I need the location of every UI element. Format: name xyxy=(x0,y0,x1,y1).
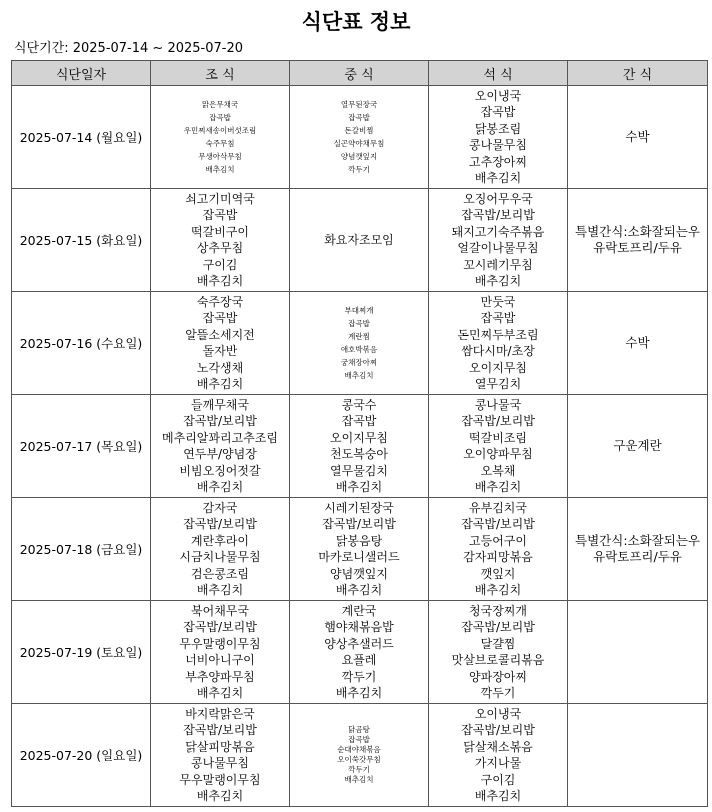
menu-item: 잡곡밥/보리밥 xyxy=(461,723,535,737)
menu-item: 숙주장국 xyxy=(196,294,244,309)
menu-table xyxy=(11,60,708,807)
menu-item: 오이지무침 xyxy=(469,360,527,375)
breakfast-items xyxy=(153,603,287,702)
menu-item: 유부김치국 xyxy=(469,500,527,515)
menu-item: 잡곡밥/보리밥 xyxy=(461,414,535,428)
menu-item: 양파장아찌 xyxy=(469,669,527,684)
menu-item: 너비아니구이 xyxy=(185,653,255,667)
dinner-cell xyxy=(429,189,568,292)
meal-date: 2025-07-15 (화요일) xyxy=(12,189,151,292)
snack-cell: 구운계란 xyxy=(568,395,708,498)
menu-item: 노각생채 xyxy=(196,360,244,375)
menu-item: 오이냉국 xyxy=(474,88,522,103)
header-lunch: 중 식 xyxy=(290,61,429,86)
menu-item: 꼬시레기무침 xyxy=(463,257,533,272)
breakfast-cell xyxy=(151,189,290,292)
dinner-cell xyxy=(429,292,568,395)
menu-item: 계란후라이 xyxy=(191,533,249,548)
menu-item: 돈갈비찜 xyxy=(344,126,374,135)
menu-item: 부추양파무침 xyxy=(185,669,255,684)
menu-item: 배추김치 xyxy=(344,775,374,784)
menu-item: 잡곡밥 xyxy=(348,113,370,122)
lunch-items xyxy=(292,397,426,496)
menu-item: 콩나물국 xyxy=(474,397,522,412)
dinner-items xyxy=(431,500,565,599)
breakfast-items xyxy=(153,706,287,805)
breakfast-cell xyxy=(151,292,290,395)
header-row xyxy=(12,61,708,86)
menu-item: 배추김치 xyxy=(196,789,244,803)
menu-item: 오복채 xyxy=(480,463,516,478)
menu-item: 잡곡밥 xyxy=(480,311,516,325)
menu-item: 청국장찌개 xyxy=(469,603,527,618)
breakfast-cell xyxy=(151,704,290,807)
dinner-items xyxy=(431,294,565,393)
lunch-cell xyxy=(290,189,429,292)
snack-cell: 특별간식:소화잘되는우유락토프리/두유 xyxy=(568,189,708,292)
table-row xyxy=(12,292,708,395)
menu-item: 감자국 xyxy=(202,500,238,515)
menu-item: 연두부/양념장 xyxy=(183,447,257,461)
table-row xyxy=(12,189,708,292)
dinner-items xyxy=(431,706,565,805)
lunch-cell xyxy=(290,498,429,601)
menu-item: 배추김치 xyxy=(196,274,244,288)
menu-item: 무생아삭무침 xyxy=(198,152,242,161)
menu-item: 검은콩조림 xyxy=(191,566,249,581)
menu-item: 잡곡밥 xyxy=(202,208,238,222)
menu-item: 배추김치 xyxy=(205,165,235,174)
menu-item: 잡곡밥 xyxy=(348,319,370,328)
menu-item: 고등어구이 xyxy=(469,533,527,548)
menu-item: 콩나물무침 xyxy=(191,756,249,770)
menu-item: 잡곡밥/보리밥 xyxy=(183,723,257,737)
menu-item: 배추김치 xyxy=(196,583,244,597)
breakfast-items xyxy=(153,294,287,393)
menu-item: 실곤약야채무침 xyxy=(333,139,385,148)
menu-item: 배추김치 xyxy=(474,583,522,597)
menu-item: 순대야채볶음 xyxy=(337,745,381,754)
snack-cell xyxy=(568,601,708,704)
menu-item: 무우말랭이무침 xyxy=(179,772,261,787)
dinner-cell xyxy=(429,498,568,601)
menu-item: 잡곡밥 xyxy=(348,735,370,744)
breakfast-items xyxy=(153,500,287,599)
snack-cell: 수박 xyxy=(568,292,708,395)
menu-item: 잡곡밥 xyxy=(202,311,238,325)
menu-item: 잡곡밥/보리밥 xyxy=(183,414,257,428)
breakfast-cell xyxy=(151,601,290,704)
dinner-items xyxy=(431,191,565,290)
menu-item: 감자피망볶음 xyxy=(463,550,533,564)
menu-item: 돌자반 xyxy=(202,344,238,358)
menu-item: 애호박볶음 xyxy=(340,345,378,354)
lunch-items xyxy=(292,304,426,382)
menu-item: 배추김치 xyxy=(344,371,374,380)
menu-item: 잡곡밥/보리밥 xyxy=(461,620,535,634)
menu-item: 잡곡밥/보리밥 xyxy=(461,517,535,531)
menu-item: 닭곰탕 xyxy=(348,725,370,734)
breakfast-items xyxy=(153,191,287,290)
table-row xyxy=(12,704,708,807)
menu-item: 배추김치 xyxy=(196,480,244,494)
menu-item: 잡곡밥/보리밥 xyxy=(461,208,535,222)
menu-item: 북어채무국 xyxy=(191,603,249,618)
menu-item: 들깨무채국 xyxy=(191,397,249,412)
breakfast-items xyxy=(153,98,287,176)
meal-date: 2025-07-19 (토요일) xyxy=(12,601,151,704)
header-breakfast: 조 식 xyxy=(151,61,290,86)
table-row xyxy=(12,395,708,498)
menu-item: 닭살피망볶음 xyxy=(185,739,255,754)
menu-item: 열무김치 xyxy=(474,377,522,391)
menu-item: 배추김치 xyxy=(196,686,244,700)
menu-item: 배추김치 xyxy=(474,480,522,494)
menu-item: 열무물김치 xyxy=(330,463,388,478)
table-row xyxy=(12,86,708,189)
menu-item: 오이쑥갓무침 xyxy=(337,755,381,764)
menu-item: 닭봉음탕 xyxy=(335,533,383,548)
header-snack: 간 식 xyxy=(568,61,708,86)
menu-item: 쇠고기미역국 xyxy=(185,191,255,206)
lunch-items xyxy=(292,725,426,785)
menu-item: 부대찌개 xyxy=(344,306,374,315)
menu-item: 맑은무채국 xyxy=(201,100,239,109)
lunch-cell xyxy=(290,86,429,189)
lunch-items xyxy=(292,98,426,176)
lunch-items xyxy=(292,603,426,702)
menu-item: 얼갈이나물무침 xyxy=(457,241,539,255)
table-row xyxy=(12,601,708,704)
menu-item: 무우말랭이무침 xyxy=(179,636,261,651)
menu-item: 콩나물무침 xyxy=(469,138,527,152)
menu-item: 배추김치 xyxy=(474,274,522,288)
menu-item: 계란국 xyxy=(341,603,377,618)
menu-item: 잡곡밥/보리밥 xyxy=(183,517,257,531)
breakfast-cell xyxy=(151,395,290,498)
menu-item: 바지락맑은국 xyxy=(185,706,255,721)
menu-item: 배추김치 xyxy=(335,686,383,700)
snack-cell: 수박 xyxy=(568,86,708,189)
dinner-items xyxy=(431,397,565,496)
table-row xyxy=(12,498,708,601)
menu-item: 오이냉국 xyxy=(474,706,522,721)
breakfast-cell xyxy=(151,86,290,189)
menu-item: 비빔오징어젓갈 xyxy=(179,463,261,478)
menu-item: 구이김 xyxy=(202,257,238,272)
menu-item: 콩국수 xyxy=(341,397,377,412)
menu-item: 맛살브로콜리볶음 xyxy=(451,653,545,667)
menu-item: 궁채장아찌 xyxy=(340,358,378,367)
meal-date: 2025-07-17 (목요일) xyxy=(12,395,151,498)
lunch-cell xyxy=(290,292,429,395)
menu-item: 잡곡밥 xyxy=(480,105,516,119)
menu-item: 배추김치 xyxy=(474,789,522,803)
menu-item: 깍두기 xyxy=(348,165,370,174)
dinner-items xyxy=(431,88,565,187)
menu-item: 고추장아찌 xyxy=(469,154,527,169)
menu-item: 메추리알꽈리고추조림 xyxy=(162,430,278,445)
menu-item: 시금치나물무침 xyxy=(179,550,261,564)
menu-item: 잡곡밥 xyxy=(341,414,377,428)
menu-item: 열무된장국 xyxy=(340,100,378,109)
menu-item: 구이김 xyxy=(480,772,516,787)
menu-period: 식단기간: 2025-07-14 ~ 2025-07-20 xyxy=(14,41,244,56)
lunch-cell xyxy=(290,704,429,807)
breakfast-cell xyxy=(151,498,290,601)
menu-item: 달걀찜 xyxy=(480,636,516,651)
menu-item: 배추김치 xyxy=(474,171,522,185)
menu-item: 시레기된장국 xyxy=(324,500,394,515)
menu-item: 우민찌새송이버섯조림 xyxy=(183,126,257,135)
menu-item: 돼지고기숙주볶음 xyxy=(451,224,545,239)
dinner-items xyxy=(431,603,565,702)
snack-cell xyxy=(568,704,708,807)
menu-item: 깍두기 xyxy=(341,669,377,684)
page-title: 식단표 정보 xyxy=(301,10,411,34)
dinner-cell xyxy=(429,395,568,498)
menu-item: 마카로니샐러드 xyxy=(318,550,400,564)
lunch-cell xyxy=(290,601,429,704)
menu-item: 잡곡밥/보리밥 xyxy=(183,620,257,634)
menu-item: 양념깻잎지 xyxy=(330,566,388,581)
menu-item: 숙주무침 xyxy=(205,139,235,148)
menu-item: 오이지무침 xyxy=(330,430,388,445)
menu-item: 햄야채볶음밥 xyxy=(324,620,394,634)
snack-cell: 특별간식:소화잘되는우유락토프리/두유 xyxy=(568,498,708,601)
menu-item: 양상추샐러드 xyxy=(324,636,394,651)
menu-item: 가지나물 xyxy=(474,756,522,770)
lunch-items xyxy=(292,232,426,249)
menu-item: 떡갈비조림 xyxy=(469,430,527,445)
breakfast-items xyxy=(153,397,287,496)
menu-item: 돈민찌두부조림 xyxy=(457,327,539,342)
menu-item: 요플레 xyxy=(341,653,377,667)
menu-item: 화요자조모임 xyxy=(324,232,394,247)
menu-item: 오징어무우국 xyxy=(463,191,533,206)
dinner-cell xyxy=(429,86,568,189)
lunch-cell xyxy=(290,395,429,498)
menu-item: 계란찜 xyxy=(348,332,370,341)
dinner-cell xyxy=(429,704,568,807)
menu-item: 상추무침 xyxy=(196,241,244,255)
menu-item: 닭살채소볶음 xyxy=(463,739,533,754)
menu-item: 잡곡밥 xyxy=(209,113,231,122)
header-dinner: 석 식 xyxy=(429,61,568,86)
menu-item: 잡곡밥/보리밥 xyxy=(322,517,396,531)
meal-date: 2025-07-18 (금요일) xyxy=(12,498,151,601)
menu-item: 배추김치 xyxy=(335,480,383,494)
menu-item: 천도복숭아 xyxy=(330,447,388,461)
meal-date: 2025-07-14 (월요일) xyxy=(12,86,151,189)
menu-item: 알뜰소세지전 xyxy=(185,327,255,342)
menu-item: 만둣국 xyxy=(480,294,516,309)
menu-item: 배추김치 xyxy=(196,377,244,391)
menu-item: 깍두기 xyxy=(480,686,516,700)
menu-item: 오이양파무침 xyxy=(463,447,533,461)
dinner-cell xyxy=(429,601,568,704)
lunch-items xyxy=(292,500,426,599)
meal-date: 2025-07-16 (수요일) xyxy=(12,292,151,395)
menu-item: 떡갈비구이 xyxy=(191,224,249,239)
header-date: 식단일자 xyxy=(12,61,151,86)
menu-item: 닭봉조림 xyxy=(474,121,522,136)
menu-item: 양념깻잎지 xyxy=(340,152,378,161)
menu-item: 배추김치 xyxy=(335,583,383,597)
meal-date: 2025-07-20 (일요일) xyxy=(12,704,151,807)
menu-item: 깍두기 xyxy=(348,765,370,774)
menu-table-body xyxy=(12,86,708,807)
menu-item: 깻잎지 xyxy=(480,566,516,581)
menu-item: 쌈다시마/초장 xyxy=(461,344,535,358)
